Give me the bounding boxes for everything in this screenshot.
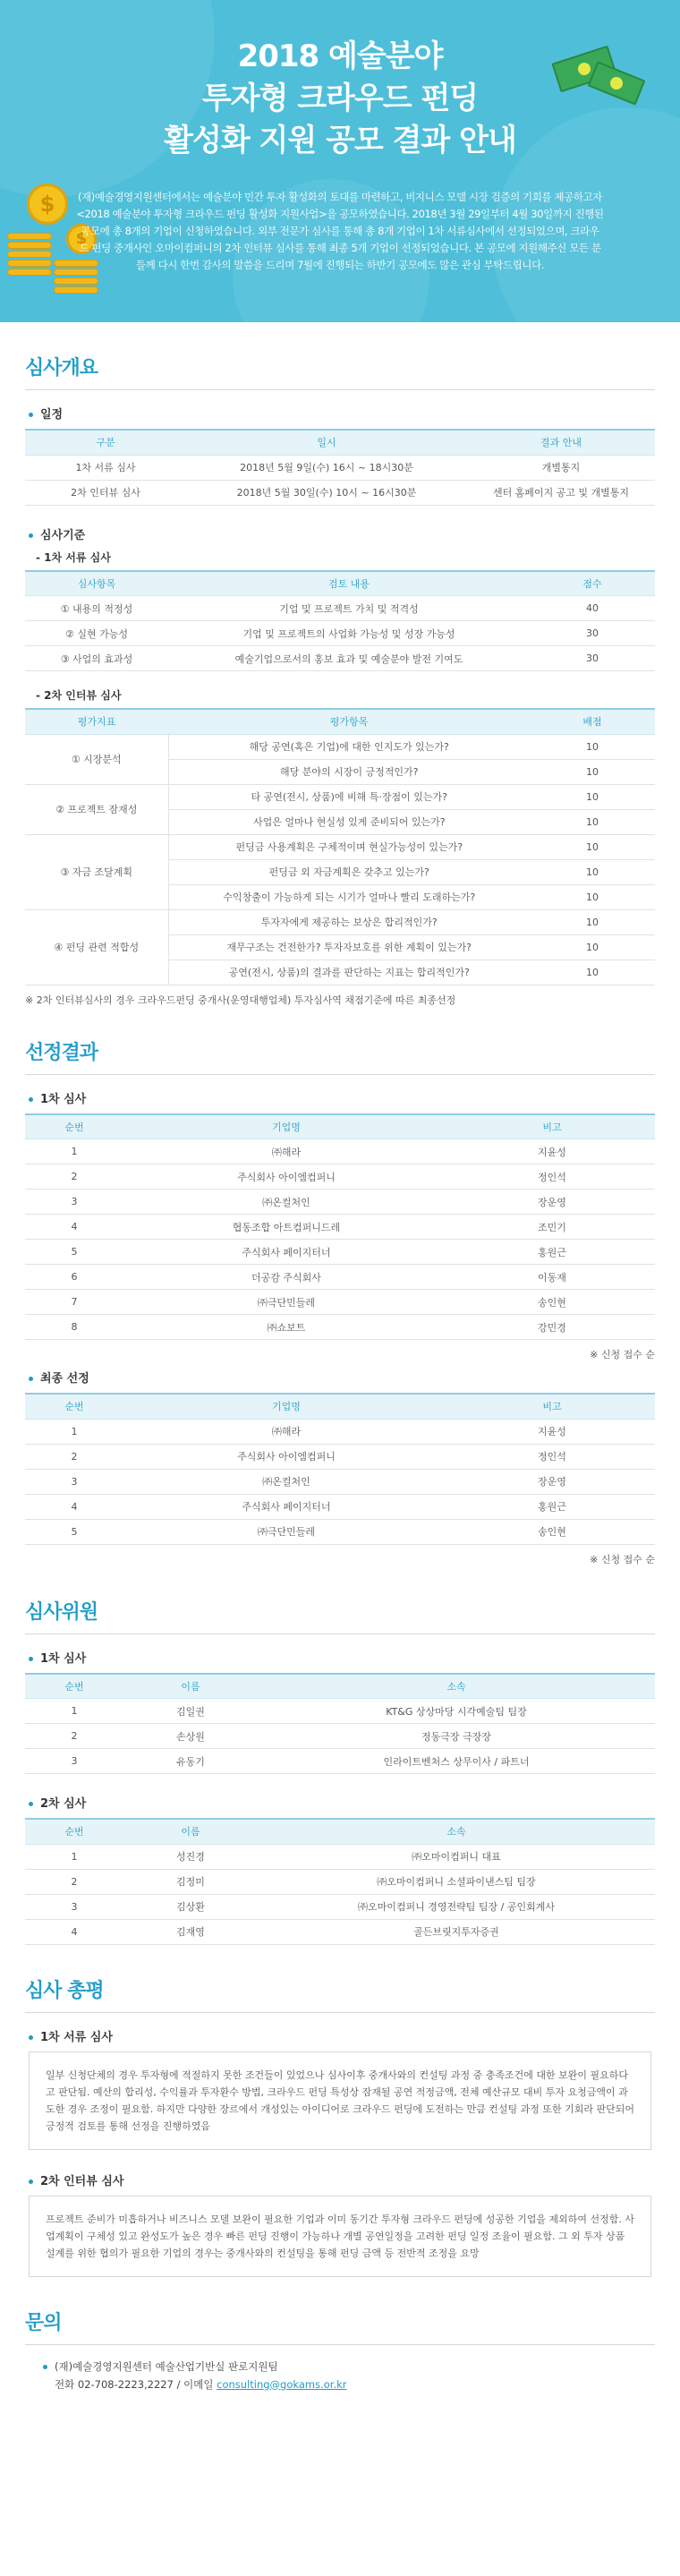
table-cell: 개별통지: [467, 455, 655, 480]
table-cell: 장운영: [449, 1469, 655, 1494]
table-cell: ② 프로젝트 잠재성: [25, 784, 168, 834]
subsection-label: 2차 심사: [29, 1794, 655, 1811]
table-header: 이름: [123, 1819, 258, 1844]
table-cell: 10: [530, 884, 655, 909]
table-cell: 강민경: [449, 1315, 655, 1340]
table-cell: 사업은 얼마나 현실성 있게 준비되어 있는가?: [168, 809, 530, 834]
table-header: 결과 안내: [467, 430, 655, 455]
bullet-dot-icon: [29, 1097, 33, 1102]
review-second-box: 프로젝트 준비가 미흡하거나 비즈니스 모델 보완이 필요한 기업과 이미 동기간 투자형 크라우드 펀딩에 성공한 기업을 제외하여 선정함. 사업계획이 구체성 있고 완성도가 높은 경우 빠른 펀딩 진행이 가능하나 개별 공연일정을 고려한 펀딩 일정 조율이 필요함. 그 외 투자 상품 설계를 위한 협의가 필요한 기업의 경우는 중개사와의 컨설팅을 통해 펀딩 금액 등 전반적 조정을 요망: [29, 2196, 651, 2277]
table-cell: ㈜오마이컴퍼니 소셜파이낸스팀 팀장: [258, 1869, 655, 1894]
table-cell: 10: [530, 909, 655, 934]
section-title: 심사개요: [25, 353, 655, 390]
bullet-dot-icon: [29, 1802, 33, 1806]
table-row: [25, 1844, 655, 1869]
table-row: [25, 1419, 655, 1444]
table-header: 순번: [25, 1394, 123, 1419]
table-cell: 손상원: [123, 1724, 258, 1749]
table-cell: 10: [530, 759, 655, 784]
results-first-note: ※ 신청 접수 순: [590, 1349, 655, 1361]
table-cell: 장운영: [449, 1190, 655, 1215]
table-cell: ㈜온컬처인: [123, 1190, 449, 1215]
table-cell: 10: [530, 834, 655, 859]
table-header: 일시: [186, 430, 467, 455]
table-cell: KT&G 상상마당 시각예술팀 팀장: [258, 1699, 655, 1724]
table-header: 심사항목: [25, 571, 168, 596]
bullet-dot-icon: [29, 1657, 33, 1661]
table-cell: 해당 공연(혹은 기업)에 대한 인지도가 있는가?: [168, 734, 530, 759]
table-cell: 지윤성: [449, 1419, 655, 1444]
results-final-table: [25, 1393, 655, 1545]
table-cell: 재무구조는 건전한가? 투자자보호를 위한 계획이 있는가?: [168, 934, 530, 960]
section-results: [0, 1037, 680, 1566]
table-cell: 10: [530, 934, 655, 960]
table-cell: 3: [25, 1894, 123, 1919]
dollar-coin-icon: $: [66, 224, 97, 254]
table-cell: 펀딩금 사용계획은 구체적이며 현실가능성이 있는가?: [168, 834, 530, 859]
table-cell: 8: [25, 1315, 123, 1340]
contact-info: [43, 2358, 655, 2393]
table-cell: 주식회사 페이지터너: [123, 1240, 449, 1265]
table-header: 구분: [25, 430, 186, 455]
table-cell: 기업 및 프로젝트 가치 및 적격성: [168, 596, 530, 621]
intro-text: (재)예술경영지원센터에서는 예술분야 민간 투자 활성화의 토대를 마련하고, 비지니스 모델 시장 검증의 기회를 제공하고자 <2018 예술분야 투자형 크라우드 펀딩 활성화 지원사업>을 공모하였습니다. 2018년 3월 29일부터 4월 30일까지 진행된 공모에 총 8개의 기업이 신청하였습니다. 외부 전문가 심사를 통해 총 8개 기업이 1차 서류심사에서 선정되었으며, 크라우드 펀딩 중개사인 오마이컴퍼니의 2차 인터뷰 심사를 통해 최종 5개 기업이 선정되었습니다. 본 공모에 지원해주신 모든 분들께 다시 한번 감사의 말씀을 드리며 7월에 진행되는 하반기 공모에도 많은 관심 부탁드립니다.: [76, 191, 604, 271]
table-header: 순번: [25, 1114, 123, 1139]
table-cell: ① 내용의 적정성: [25, 596, 168, 621]
bullet-dot-icon: [29, 413, 33, 417]
table-header: 기업명: [123, 1394, 449, 1419]
table-row: [25, 646, 655, 671]
table-row: [25, 1469, 655, 1494]
table-cell: ㈜해라: [123, 1139, 449, 1164]
table-row: [25, 1290, 655, 1315]
table-cell: 1: [25, 1419, 123, 1444]
hero-banner: [0, 0, 680, 322]
table-cell: 1: [25, 1699, 123, 1724]
table-cell: 김상환: [123, 1894, 258, 1919]
committee-first-table: [25, 1673, 655, 1775]
table-row: [25, 1164, 655, 1190]
table-cell: 주식회사 페이지터너: [123, 1494, 449, 1519]
table-cell: 정인석: [449, 1164, 655, 1190]
table-cell: 정인석: [449, 1444, 655, 1469]
table-header: 검토 내용: [168, 571, 530, 596]
table-cell: ③ 사업의 효과성: [25, 646, 168, 671]
table-cell: 주식회사 아이엠컴퍼니: [123, 1444, 449, 1469]
table-cell: 수익창출이 가능하게 되는 시기가 얼마나 빨리 도래하는가?: [168, 884, 530, 909]
table-cell: 정동극장 극장장: [258, 1724, 655, 1749]
table-cell: ④ 펀딩 관련 적합성: [25, 909, 168, 985]
table-cell: 2: [25, 1444, 123, 1469]
subsection-label: 최종 선정: [29, 1369, 655, 1386]
table-header: 비고: [449, 1394, 655, 1419]
table-header: 비고: [449, 1114, 655, 1139]
table-cell: 김재영: [123, 1919, 258, 1944]
criteria-second-table: [25, 708, 655, 985]
table-cell: 10: [530, 960, 655, 985]
table-cell: 김일권: [123, 1699, 258, 1724]
table-cell: 타 공연(전시, 상품)에 비해 특·장점이 있는가?: [168, 784, 530, 809]
table-row: [25, 1869, 655, 1894]
criteria-note: ※ 2차 인터뷰심사의 경우 크라우드펀딩 중개사(운영대행업체) 투자심사역 채점기준에 따른 최종선정: [25, 994, 456, 1006]
table-cell: 3: [25, 1469, 123, 1494]
subsection-label: 1차 심사: [29, 1089, 655, 1106]
table-cell: 6: [25, 1265, 123, 1290]
table-cell: 10: [530, 734, 655, 759]
table-cell: 10: [530, 809, 655, 834]
table-row: [25, 1699, 655, 1724]
criteria-first-table: [25, 570, 655, 672]
section-title: 문의: [25, 2307, 655, 2345]
bullet-dot-icon: [29, 2179, 33, 2184]
table-cell: 이동재: [449, 1265, 655, 1290]
table-cell: 10: [530, 859, 655, 884]
table-cell: 4: [25, 1919, 123, 1944]
table-cell: 해당 분야의 시장이 긍정적인가?: [168, 759, 530, 784]
table-cell: 1: [25, 1139, 123, 1164]
table-cell: 2: [25, 1724, 123, 1749]
table-row: [25, 1265, 655, 1290]
table-row: [25, 1749, 655, 1774]
table-cell: 더공감 주식회사: [123, 1265, 449, 1290]
subsection-label: 1차 심사: [29, 1649, 655, 1666]
table-row: [25, 1494, 655, 1519]
table-header: 배점: [530, 709, 655, 734]
table-cell: 5: [25, 1519, 123, 1544]
table-cell: 7: [25, 1290, 123, 1315]
table-header: 점수: [530, 571, 655, 596]
results-final-note: ※ 신청 접수 순: [590, 1553, 655, 1565]
committee-second-table: [25, 1818, 655, 1945]
table-cell: 홍원근: [449, 1240, 655, 1265]
bullet-dot-icon: [29, 1377, 33, 1381]
subsection-label: 1차 서류 심사: [29, 2027, 655, 2044]
table-header: 평가지표: [25, 709, 168, 734]
contact-email-link[interactable]: consulting@gokams.or.kr: [217, 2377, 347, 2391]
table-row: [25, 1240, 655, 1265]
section-contact: [0, 2307, 680, 2393]
table-cell: 5: [25, 1240, 123, 1265]
table-cell: 40: [530, 596, 655, 621]
table-cell: 유동기: [123, 1749, 258, 1774]
table-row: [25, 734, 655, 759]
table-cell: 송인현: [449, 1519, 655, 1544]
table-cell: 인라이트벤처스 상무이사 / 파트너: [258, 1749, 655, 1774]
table-header: 이름: [123, 1674, 258, 1699]
table-cell: ㈜오마이컴퍼니 대표: [258, 1844, 655, 1869]
table-row: [25, 480, 655, 505]
review-first-box: 일부 신청단체의 경우 투자형에 적절하지 못한 조건들이 있었으나 심사이후 중개사와의 컨설팅 과정 중 충족조건에 대한 보완이 필요하다고 판단됨. 예산의 합리성, 수익률과 투자환수 방법, 크라우드 펀딩 특성상 잠재될 공연 적정금액, 전체 예산규모 대비 투자 요청금액이 과도한 경우 조정이 필요함. 하지만 다양한 장르에서 개성있는 아이디어로 크라우드 펀딩에 도전하는 만큼 컨설팅 과정 또한 기회라 판단되어 긍정적 검토를 통해 선정을 진행하였음: [29, 2051, 651, 2150]
section-title: 심사 총평: [25, 1975, 655, 2013]
section-overview: [0, 353, 680, 1007]
section-reviews: [0, 1975, 680, 2277]
table-cell: 2: [25, 1869, 123, 1894]
table-cell: 송인현: [449, 1290, 655, 1315]
section-committee: [0, 1597, 680, 1945]
table-cell: 협동조합 아트컴퍼니드레: [123, 1215, 449, 1240]
table-cell: 주식회사 아이엠컴퍼니: [123, 1164, 449, 1190]
contact-org: (재)예술경영지원센터 예술산업기반실 판로지원팀: [55, 2359, 278, 2373]
bullet-dot-icon: [43, 2365, 47, 2369]
table-cell: 4: [25, 1494, 123, 1519]
table-cell: 예술기업으로서의 홍보 효과 및 예술분야 발전 기여도: [168, 646, 530, 671]
table-cell: 센터 홈페이지 공고 및 개별통지: [467, 480, 655, 505]
table-cell: 김정미: [123, 1869, 258, 1894]
table-row: [25, 1444, 655, 1469]
dollar-coin-icon: $: [27, 183, 68, 225]
table-row: [25, 455, 655, 480]
section-title: 심사위원: [25, 1597, 655, 1634]
table-cell: 기업 및 프로젝트의 사업화 가능성 및 성장 가능성: [168, 621, 530, 646]
table-cell: ㈜극단민들레: [123, 1290, 449, 1315]
table-cell: 투자자에게 제공하는 보상은 합리적인가?: [168, 909, 530, 934]
table-row: [25, 1519, 655, 1544]
table-cell: 30: [530, 621, 655, 646]
table-header: 소속: [258, 1674, 655, 1699]
table-cell: 30: [530, 646, 655, 671]
contact-phone: 전화 02-708-2223,2227 / 이메일: [55, 2377, 217, 2391]
table-row: [25, 596, 655, 621]
table-cell: 홍원근: [449, 1494, 655, 1519]
table-header: 기업명: [123, 1114, 449, 1139]
criteria-second-label: - 2차 인터뷰 심사: [36, 689, 122, 702]
table-row: [25, 1919, 655, 1944]
table-cell: ㈜쇼보트: [123, 1315, 449, 1340]
schedule-table: [25, 429, 655, 506]
table-cell: 1차 서류 심사: [25, 455, 186, 480]
bullet-dot-icon: [29, 2035, 33, 2040]
table-row: [25, 621, 655, 646]
table-cell: 성진경: [123, 1844, 258, 1869]
table-cell: 조민기: [449, 1215, 655, 1240]
section-title: 선정결과: [25, 1037, 655, 1075]
table-header: 순번: [25, 1674, 123, 1699]
table-row: [25, 909, 655, 934]
subsection-label: 2차 인터뷰 심사: [29, 2171, 655, 2188]
table-cell: 2018년 5월 9일(수) 16시 ~ 18시30분: [186, 455, 467, 480]
table-cell: ② 실현 가능성: [25, 621, 168, 646]
table-row: [25, 1894, 655, 1919]
table-cell: 10: [530, 784, 655, 809]
table-cell: ① 시장분석: [25, 734, 168, 784]
table-row: [25, 1190, 655, 1215]
table-header: 순번: [25, 1819, 123, 1844]
table-row: [25, 1215, 655, 1240]
table-cell: 공연(전시, 상품)의 결과를 판단하는 지표는 합리적인가?: [168, 960, 530, 985]
table-row: [25, 834, 655, 859]
table-cell: 3: [25, 1749, 123, 1774]
table-cell: ㈜온컬처인: [123, 1469, 449, 1494]
table-row: [25, 784, 655, 809]
table-cell: 4: [25, 1215, 123, 1240]
table-cell: ㈜오마이컴퍼니 경영전략팀 팀장 / 공인회계사: [258, 1894, 655, 1919]
page-title: 2018 예술분야 투자형 크라우드 펀딩 활성화 지원 공모 결과 안내: [164, 38, 516, 158]
table-cell: 2: [25, 1164, 123, 1190]
table-row: [25, 1724, 655, 1749]
table-cell: 지윤성: [449, 1139, 655, 1164]
results-first-table: [25, 1113, 655, 1341]
table-row: [25, 1139, 655, 1164]
table-cell: 골든브릿지투자증권: [258, 1919, 655, 1944]
table-cell: 2차 인터뷰 심사: [25, 480, 186, 505]
table-cell: 2018년 5월 30일(수) 10시 ~ 16시30분: [186, 480, 467, 505]
table-header: 평가항목: [168, 709, 530, 734]
table-cell: 1: [25, 1844, 123, 1869]
subsection-label: 일정: [29, 405, 655, 422]
bullet-dot-icon: [29, 533, 33, 538]
table-cell: ㈜해라: [123, 1419, 449, 1444]
subsection-label: 심사기준: [29, 525, 655, 542]
table-cell: 펀딩금 외 자금계획은 갖추고 있는가?: [168, 859, 530, 884]
table-cell: 3: [25, 1190, 123, 1215]
table-header: 소속: [258, 1819, 655, 1844]
table-cell: ㈜극단민들레: [123, 1519, 449, 1544]
table-cell: ③ 자금 조달계획: [25, 834, 168, 909]
criteria-first-label: - 1차 서류 심사: [36, 550, 111, 564]
table-row: [25, 1315, 655, 1340]
